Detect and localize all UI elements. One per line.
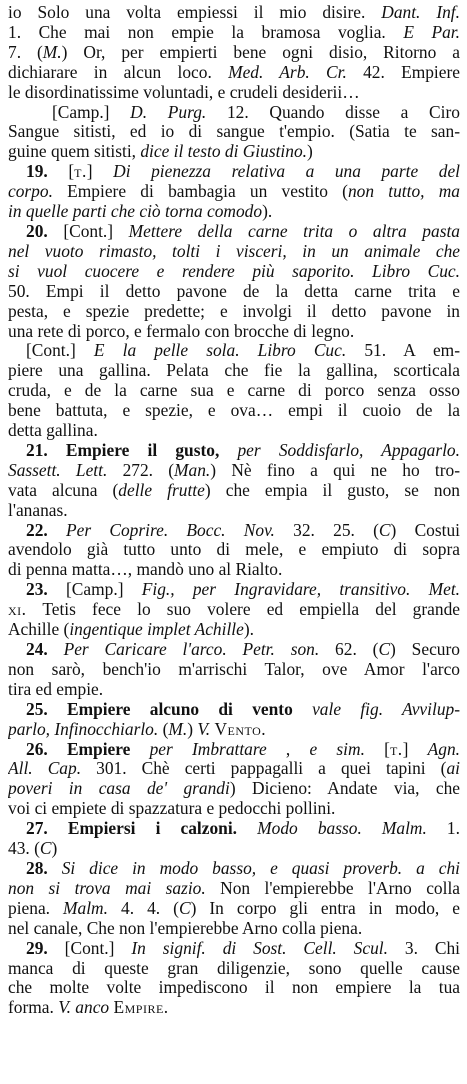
text-line: si vuol cuocere e rendere più saporito. Libro Cuc.: [8, 261, 460, 281]
text-line: corpo. Empiere di bambagia un vestito (non tutto, ma: [8, 182, 460, 202]
text-line: [Cont.] E la pelle sola. Libro Cuc. 51. A em-: [26, 341, 460, 361]
text-line: una rete di porco, e fermalo con brocche di legno.: [8, 321, 355, 341]
text-line: piena. Malm. 4. 4. (C) In corpo gli entra in modo, e: [8, 898, 460, 918]
text-line: detta gallina.: [8, 421, 98, 441]
text-line: nel canale, Che non l'empierebbe Arno colla piena.: [8, 918, 363, 938]
text-line: voi ci empiete di spazzatura e pedocchi pollini.: [8, 799, 336, 819]
text-line: [Camp.] D. Purg. 12. Quando disse a Ciro: [52, 102, 460, 122]
entry-23: 23. [Camp.] Fig., per Ingravidare, transitivo. Met.: [26, 580, 460, 600]
entry-22: 22. Per Coprire. Bocc. Nov. 32. 25. (C) Costui: [26, 520, 460, 540]
text-line: All. Cap. 301. Chè certi pappagalli a quei tapini (ai: [8, 759, 460, 779]
entry-26: 26. Empiere per Imbrattare , e sim. [t.] Agn.: [26, 739, 460, 759]
text-line: vata alcuna (delle frutte) che empia il gusto, se non: [8, 480, 460, 500]
text-line: 50. Empi il detto pavone de la detta carne trita e: [8, 281, 460, 301]
text-line: io Solo una volta empiessi il mio disire. Dant. Inf.: [8, 3, 460, 22]
text-line: parlo, Infinocchiarlo. (M.) V. Vento.: [8, 719, 267, 739]
text-line: l'ananas.: [8, 500, 68, 520]
entry-27: 27. Empiersi i calzoni. Modo basso. Malm. 1.: [26, 819, 460, 839]
entry-20: 20. [Cont.] Mettere della carne trita o altra pasta: [26, 221, 460, 241]
text-line: guine quem sitisti, dice il testo di Giustino.): [8, 142, 313, 162]
text-line: bene battuta, e spezie, e ova… empi il cuoio de la: [8, 401, 460, 421]
text-line: avendolo già tutto unto di mele, e empiuto di sopra: [8, 540, 460, 560]
text-line: cruda, e de la carne sua e carne di porco senza osso: [8, 381, 460, 401]
text-line: manca di queste gran diligenzie, sono quelle cause: [8, 958, 460, 978]
text-line: 43. (C): [8, 839, 58, 859]
text-line: non si trova mai sazio. Non l'empierebbe l'Arno colla: [8, 878, 460, 898]
text-line: che molte volte impediscono il non empiere la tua: [8, 978, 460, 998]
text-line: non sarò, bench'io m'arrischi Talor, ove Amor l'arco: [8, 659, 460, 679]
text-line: Sassett. Lett. 272. (Man.) Nè fino a qui ne ho tro-: [8, 460, 460, 480]
text-line: di penna matta…, mandò uno al Rialto.: [8, 560, 283, 580]
text-line: tira ed empie.: [8, 679, 104, 699]
text-line: Sangue sitisti, ed io di sangue t'empio. (Satia te san-: [8, 122, 460, 142]
entry-24: 24. Per Caricare l'arco. Petr. son. 62. (C) Securo: [26, 640, 460, 659]
text-line: le disordinatissime voluntadi, e crudeli desiderii…: [8, 82, 360, 102]
text-line: 1. Che mai non empie la bramosa voglia. E Par.: [8, 22, 460, 42]
text-line: xi. Tetis fece lo suo volere ed empiella del grande: [8, 600, 460, 620]
text-line: nel vuoto rimasto, tolti i visceri, in un animale che: [8, 241, 460, 261]
text-line: dichiarare in alcun loco. Med. Arb. Cr. 42. Empiere: [8, 62, 460, 82]
entry-25: 25. Empiere alcuno di vento vale fig. Avvilup-: [26, 699, 460, 719]
text-line: Achille (ingentique implet Achille).: [8, 620, 254, 640]
entry-28: 28. Si dice in modo basso, e quasi proverb. a chi: [26, 858, 460, 878]
entry-19: 19. [t.] Di pienezza relativa a una parte del: [26, 162, 460, 182]
text-line: forma. V. anco Empire.: [8, 998, 169, 1018]
entry-29: 29. [Cont.] In signif. di Sost. Cell. Scul. 3. Chi: [26, 938, 460, 958]
text-line: pesta, e spezie predette; e involgi il detto pavone in: [8, 301, 460, 321]
text-line: 7. (M.) Or, per empierti bene ogni disio, Ritorno a: [8, 42, 460, 62]
text-line: poveri in casa de' grandi) Dicieno: Andate via, che: [8, 779, 460, 799]
text-line: in quelle parti che ciò torna comodo).: [8, 202, 273, 222]
entry-21: 21. Empiere il gusto, per Soddisfarlo, Appagarlo.: [26, 440, 460, 460]
text-line: piere una gallina. Pelata che fie la gallina, scorticala: [8, 361, 460, 381]
